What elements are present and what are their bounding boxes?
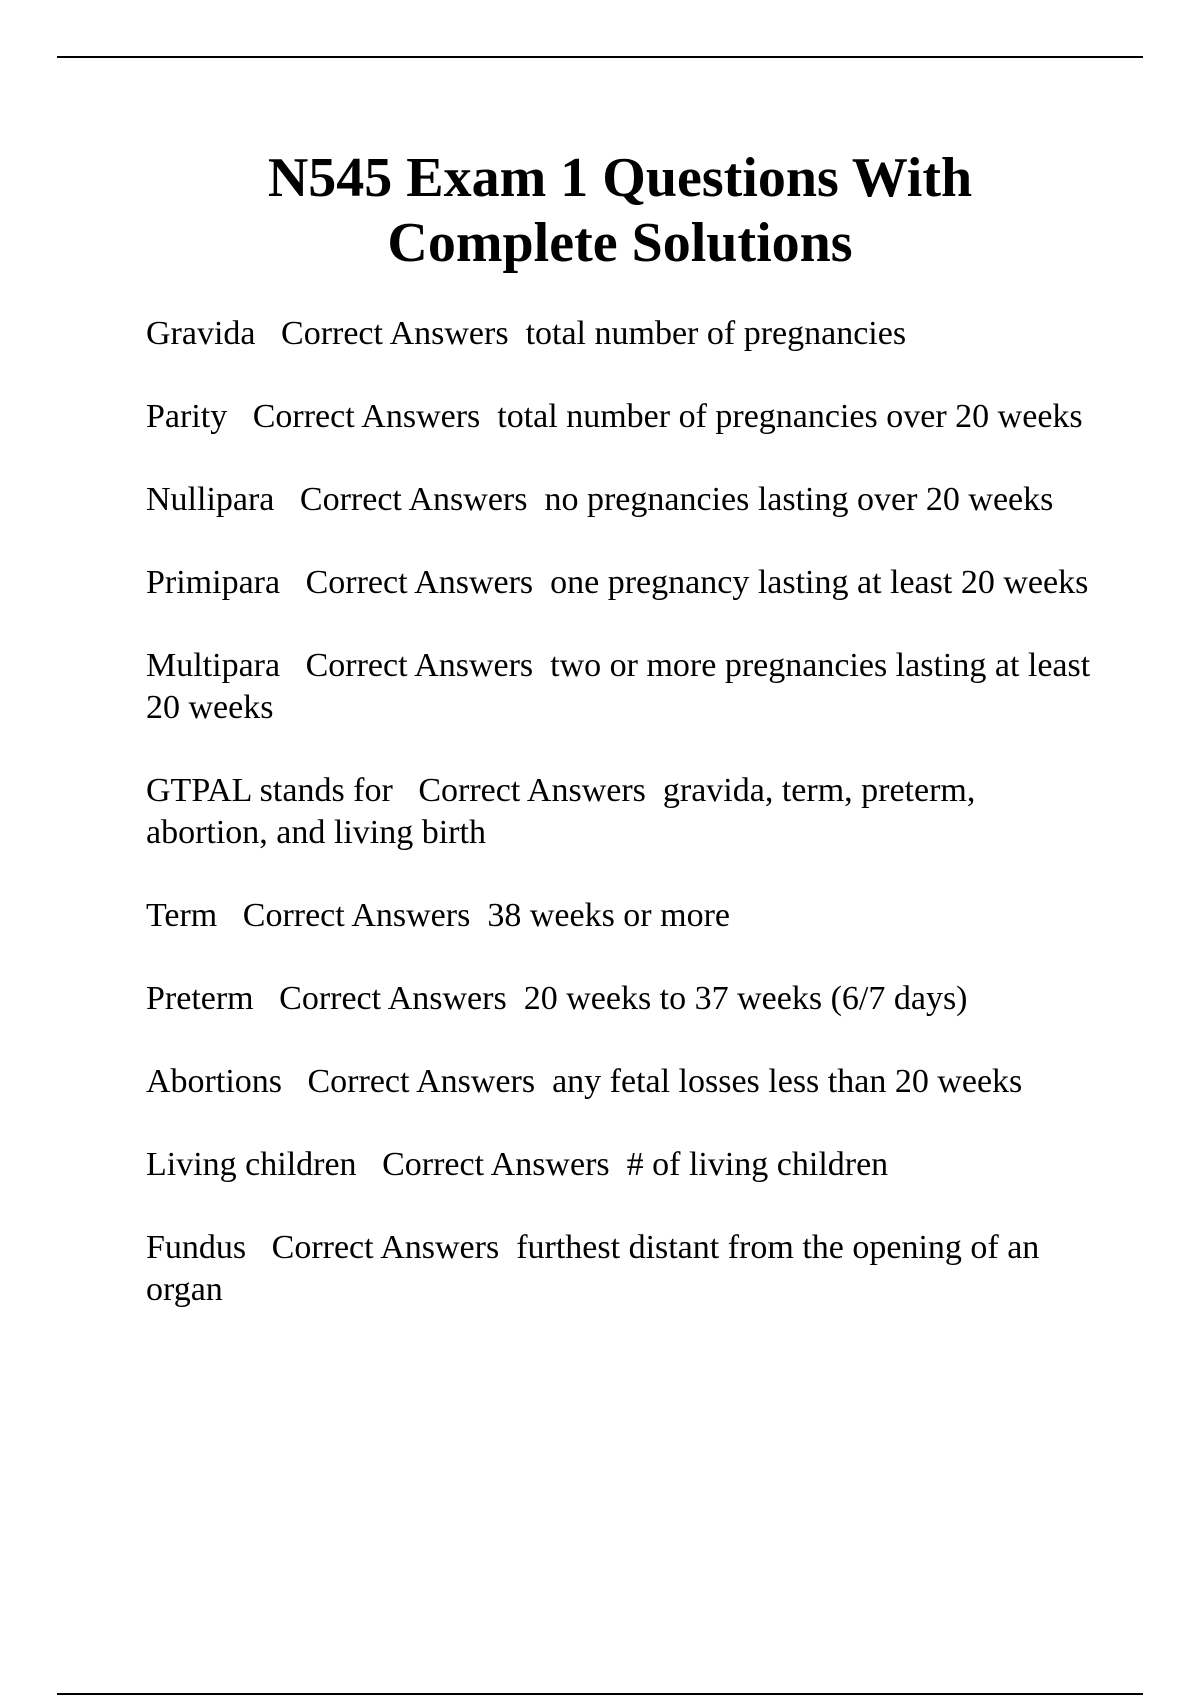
qa-label: Correct Answers: [418, 772, 646, 809]
qa-label: Correct Answers: [281, 315, 509, 352]
qa-term: Preterm: [146, 980, 254, 1017]
qa-label: Correct Answers: [271, 1229, 500, 1266]
qa-item-living-children: [146, 1144, 1101, 1186]
qa-answer: 38 weeks or more: [487, 897, 730, 934]
qa-term: Living children: [146, 1146, 357, 1183]
qa-list: [146, 313, 1101, 1311]
qa-answer: total number of pregnancies over 20 weeks: [497, 398, 1083, 435]
qa-term: Multipara: [146, 647, 281, 684]
qa-label: Correct Answers: [299, 481, 528, 518]
qa-term: Nullipara: [146, 481, 275, 518]
qa-answer: one pregnancy lasting at least 20 weeks: [550, 564, 1089, 601]
top-rule: [57, 56, 1143, 58]
qa-term: Abortions: [146, 1063, 282, 1100]
bottom-rule: [57, 1693, 1143, 1695]
qa-term: Gravida: [146, 315, 256, 352]
qa-term: Primipara: [146, 564, 281, 601]
qa-label: Correct Answers: [305, 564, 534, 601]
qa-item-multipara: [146, 645, 1101, 729]
qa-term: Term: [146, 897, 218, 934]
qa-item-primipara: [146, 562, 1101, 604]
page-title: [60, 146, 1180, 276]
qa-answer: # of living children: [626, 1146, 889, 1183]
qa-label: Correct Answers: [382, 1146, 610, 1183]
qa-item-parity: [146, 396, 1101, 438]
qa-item-abortions: [146, 1061, 1101, 1103]
qa-label: Correct Answers: [305, 647, 534, 684]
title-line-1: N545 Exam 1 Questions With: [267, 147, 973, 209]
qa-item-term: [146, 895, 1101, 937]
qa-label: Correct Answers: [307, 1063, 536, 1100]
title-line-2: Complete Solutions: [387, 212, 853, 274]
qa-label: Correct Answers: [252, 398, 481, 435]
qa-term: GTPAL stands for: [146, 772, 393, 809]
qa-item-gravida: [146, 313, 1101, 355]
qa-answer: 20 weeks to 37 weeks (6/7 days): [523, 980, 968, 1017]
qa-answer: no pregnancies lasting over 20 weeks: [544, 481, 1054, 518]
qa-item-fundus: [146, 1227, 1101, 1311]
qa-item-gtpal: [146, 770, 1101, 854]
qa-label: Correct Answers: [279, 980, 507, 1017]
qa-item-nullipara: [146, 479, 1101, 521]
qa-answer: total number of pregnancies: [525, 315, 907, 352]
qa-answer: furthest distant from the opening of an organ: [146, 1229, 1040, 1308]
qa-label: Correct Answers: [242, 897, 471, 934]
qa-answer: any fetal losses less than 20 weeks: [552, 1063, 1023, 1100]
qa-item-preterm: [146, 978, 1101, 1020]
qa-term: Parity: [146, 398, 228, 435]
qa-answer: two or more pregnancies lasting at least 20 weeks: [146, 647, 1091, 726]
qa-answer: gravida, term, preterm, abortion, and living birth: [146, 772, 976, 851]
qa-term: Fundus: [146, 1229, 247, 1266]
